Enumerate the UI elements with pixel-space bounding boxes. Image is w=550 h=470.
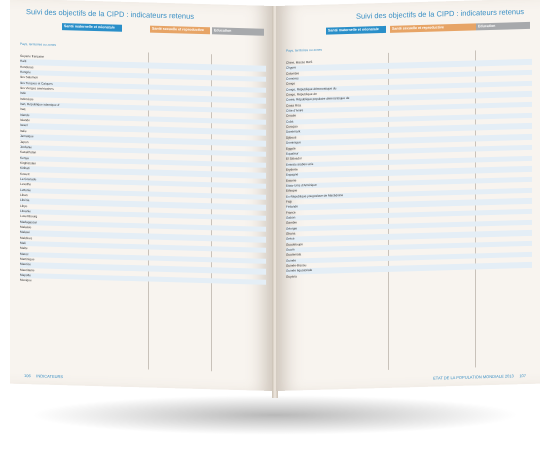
left-page-title: Suivi des objectifs de la CIPD : indicateurs retenus [26,7,194,21]
right-header-education: Education [476,22,530,31]
country-name: Madagascar [20,219,38,225]
country-name: Guadeloupe [286,241,303,247]
open-report-spread [10,6,540,398]
country-name: Finlande [286,204,298,210]
country-name: France [286,210,296,215]
country-name: Espagne [286,172,299,177]
book-shadow [30,395,520,435]
country-name: Côte d'Ivoire [286,108,304,113]
country-name: Djibouti [286,135,297,140]
country-name: Israël [20,123,28,128]
country-name: Ex-République yougoslave de Macédoine [286,192,344,199]
country-name: Japon [20,139,29,144]
country-name: Maurice [20,262,32,267]
country-name: Guam [286,247,295,252]
country-name: Irlande [20,112,30,117]
right-header-maternal: Santé maternelle et néonatale [326,26,386,35]
country-name: Congo, République de [286,91,317,97]
country-name: Etats-Unis d'Amérique [286,182,317,188]
left-page-number: 106 [24,373,31,379]
country-name: Comores [286,76,299,81]
country-name: La Grenade [20,176,37,182]
left-header-education: Education [212,27,264,35]
country-name: Indonésie [20,96,34,102]
country-name: Luxembourg [20,214,38,219]
country-name: El Salvador [286,156,302,161]
country-name: Maldives [20,235,33,240]
country-name: Guinée [286,258,296,263]
country-name: Guyana [286,274,297,279]
country-name: Mexique [20,278,32,283]
right-column-head: Pays, territoires ou zones [286,47,322,53]
country-name: Fidji [286,199,292,204]
country-name: Honduras [20,64,34,69]
country-name: Malaisie [20,224,32,230]
country-name: Emirats arabes unis [286,161,314,167]
country-name: Lesotho [20,182,32,187]
left-header-reproductive: Santé sexuelle et reproductive [150,26,210,35]
left-column-head: Pays, territoires ou zones [20,41,56,47]
country-name: Liban [20,192,28,198]
country-name: Malte [20,246,28,251]
country-name: Jordanie [20,144,32,150]
country-name: Corée, République populaire démocratique de [286,96,350,103]
country-name: Ghana [286,231,296,236]
country-name: Italie [20,128,27,133]
country-name: Haïti [20,59,27,64]
country-name: Croatie [286,113,296,119]
country-name: Kiribati [20,166,30,171]
right-page [276,0,540,391]
country-name: Dominique [286,140,301,145]
left-header-maternal: Santé maternelle et néonatale [62,23,122,32]
left-indicator-table [20,54,266,291]
country-name: Libye [20,203,28,208]
country-name: Chypre [286,65,296,71]
country-name: Kenya [20,155,29,160]
left-footer [24,373,63,379]
country-name: Grèce [286,236,295,242]
country-name: Lituanie [20,208,31,214]
country-name: Kazakhstan [20,150,37,155]
right-footer [433,373,526,381]
country-name: Guyane française [20,53,45,59]
country-name: Géorgie [286,226,298,231]
country-name: Gambie [286,220,297,226]
country-name: Equateur [286,151,299,156]
country-name: Ethiopie [286,188,298,193]
country-name: Inde [20,91,27,96]
country-name: Islande [20,118,30,123]
country-name: Iraq [20,107,26,112]
country-name: Costa Rica [286,103,302,108]
country-name: Congo, République démocratique du [286,86,337,92]
country-name: Gabon [286,215,296,220]
country-name: Koweït [20,171,30,176]
right-indicator-table [286,54,532,280]
country-name: Lettonie [20,187,32,192]
right-header-reproductive: Santé sexuelle et reproductive [390,23,476,32]
country-name: Hongrie [20,69,31,75]
country-name: Jamaïque [20,134,34,139]
country-name: Estonie [286,177,297,183]
left-footer-label: INDICATEURS [36,373,64,380]
right-page-number: 107 [519,373,526,379]
country-name: Curaçao [286,124,298,129]
country-name: Chine, Macao RAS [286,59,313,65]
country-name: Guinée-Bissau [286,263,307,268]
country-name: Malawi [20,230,30,235]
right-page-title: Suivi des objectifs de la CIPD : indicateurs retenus [356,7,524,21]
country-name: Iles Salomon [20,75,38,80]
country-name: Guatemala [286,252,302,258]
country-name: Maroc [20,251,29,256]
country-name: Guinée équatoriale [286,268,313,274]
country-name: Danemark [286,129,301,135]
country-name: Colombie [286,71,300,76]
right-footer-label: ETAT DE LA POPULATION MONDIALE 2013 [433,373,514,381]
country-name: Iran, République islamique d' [20,102,60,108]
country-name: Libéria [20,198,30,203]
country-name: Erythrée [286,167,298,172]
country-name: Mayotte [20,273,32,278]
country-name: Kirghizistan [20,160,36,166]
country-name: Mali [20,240,26,246]
country-name: Congo [286,81,296,87]
country-name: Iles Turques et Caïques [20,80,53,86]
country-name: Martinique [20,256,35,262]
country-name: Mauritanie [20,267,35,273]
country-name: Iles Vierges américaines [20,85,54,91]
left-page [10,0,273,391]
country-name: Cuba [286,119,294,124]
country-name: Egypte [286,145,296,151]
